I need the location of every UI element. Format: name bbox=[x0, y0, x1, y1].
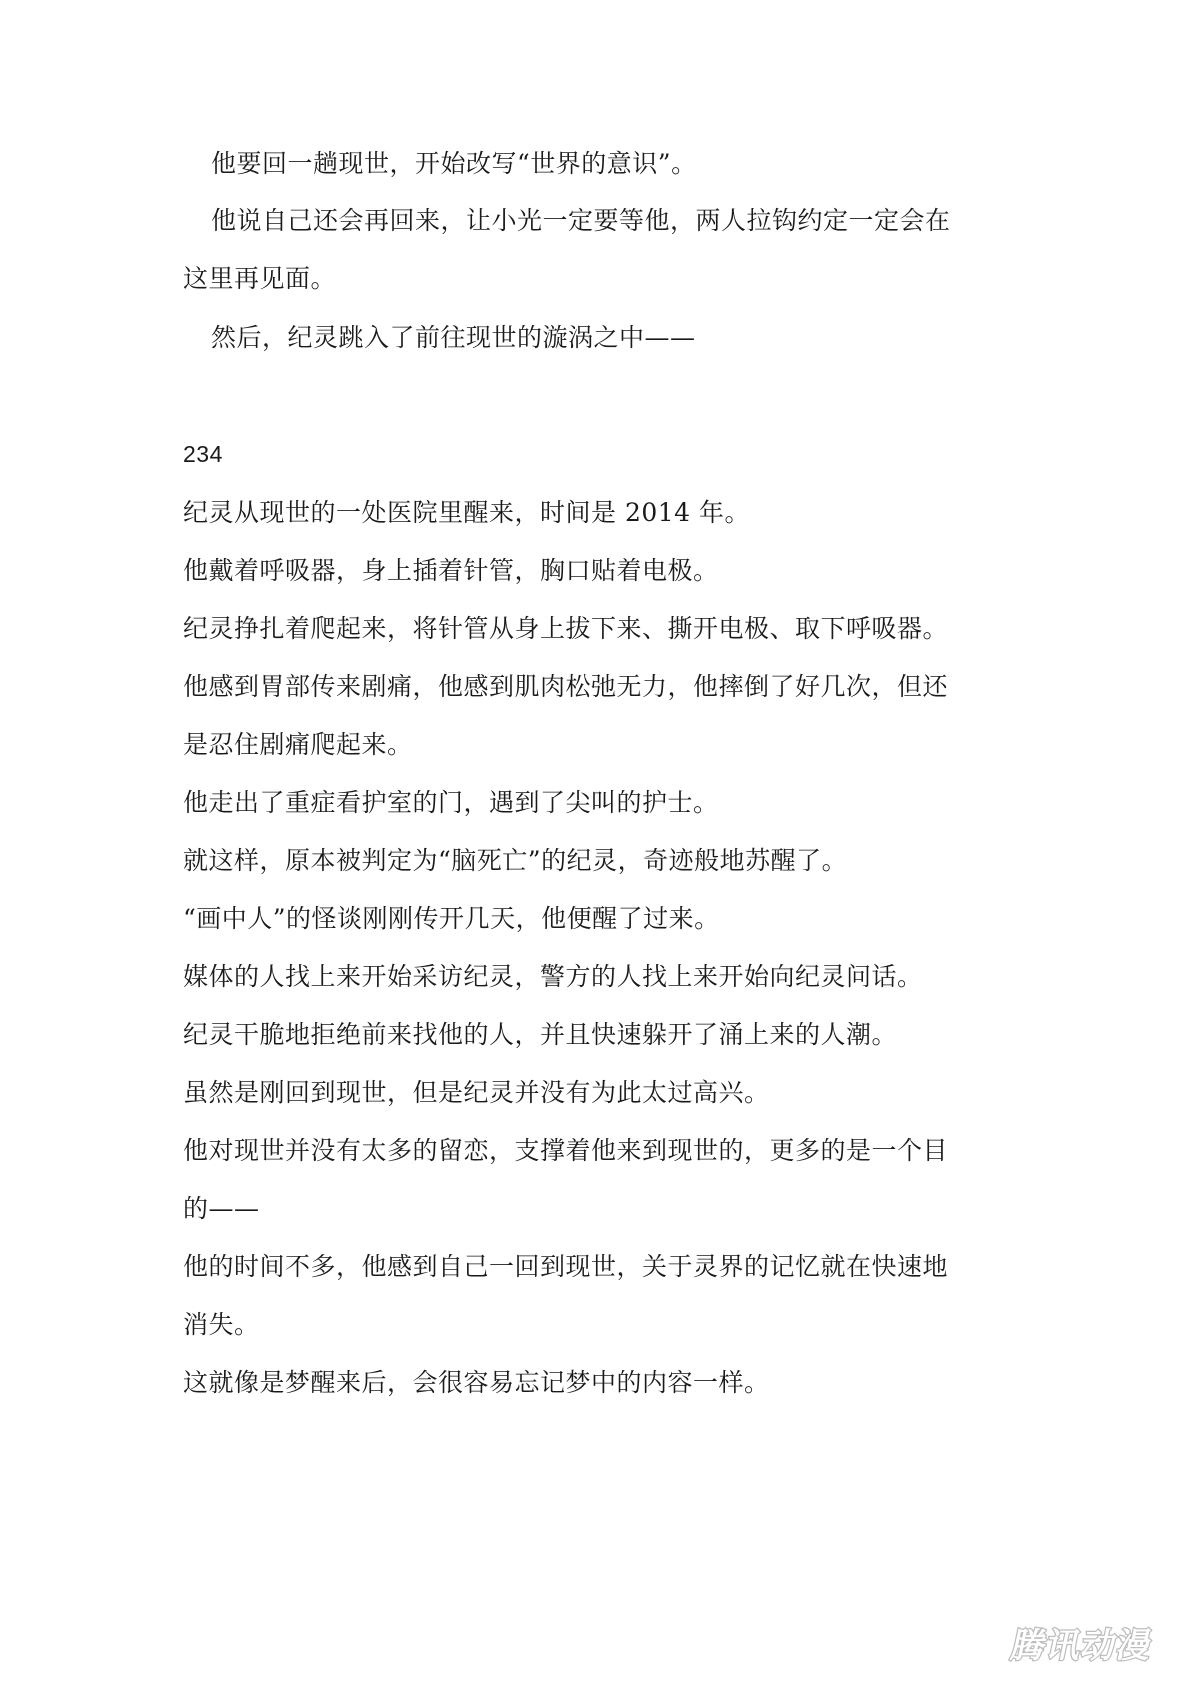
paragraph-line: 他的时间不多，他感到自己一回到现世，关于灵界的记忆就在快速地 bbox=[183, 1252, 949, 1281]
paragraph-line: 他走出了重症看护室的门，遇到了尖叫的护士。 bbox=[183, 788, 719, 817]
paragraph-line: 他感到胃部传来剧痛，他感到肌肉松弛无力，他摔倒了好几次，但还 bbox=[183, 672, 949, 701]
paragraph-line: 纪灵挣扎着爬起来，将针管从身上拔下来、撕开电极、取下呼吸器。 bbox=[183, 614, 949, 643]
paragraph-line: 他说自己还会再回来，让小光一定要等他，两人拉钩约定一定会在 bbox=[211, 206, 951, 235]
tencent-comic-logo-icon bbox=[996, 1617, 1176, 1671]
paragraph-line: 媒体的人找上来开始采访纪灵，警方的人找上来开始向纪灵问话。 bbox=[183, 962, 923, 991]
paragraph-line: 他戴着呼吸器，身上插着针管，胸口贴着电极。 bbox=[183, 556, 719, 585]
paragraph-line: 这里再见面。 bbox=[183, 264, 337, 293]
paragraph-line: 然后，纪灵跳入了前往现世的漩涡之中—— bbox=[211, 323, 696, 352]
watermark-logo bbox=[996, 1617, 1176, 1671]
paragraph-line: 消失。 bbox=[183, 1310, 260, 1339]
section-number: 234 bbox=[183, 441, 223, 467]
paragraph-line: 是忍住剧痛爬起来。 bbox=[183, 730, 413, 759]
paragraph-line: 他要回一趟现世，开始改写“世界的意识”。 bbox=[211, 149, 697, 178]
paragraph-line: 虽然是刚回到现世，但是纪灵并没有为此太过高兴。 bbox=[183, 1078, 770, 1107]
paragraph-line: 纪灵从现世的一处医院里醒来，时间是 2014 年。 bbox=[183, 498, 751, 527]
paragraph-line: 的—— bbox=[183, 1194, 260, 1223]
paragraph-line: 这就像是梦醒来后，会很容易忘记梦中的内容一样。 bbox=[183, 1368, 770, 1397]
watermark-text: 腾讯动漫 bbox=[1007, 1626, 1156, 1666]
paragraph-line: 就这样，原本被判定为“脑死亡”的纪灵，奇迹般地苏醒了。 bbox=[183, 846, 848, 875]
paragraph-line: 他对现世并没有太多的留恋，支撑着他来到现世的，更多的是一个目 bbox=[183, 1136, 949, 1165]
paragraph-line: “画中人”的怪谈刚刚传开几天，他便醒了过来。 bbox=[183, 904, 720, 933]
paragraph-line: 纪灵干脆地拒绝前来找他的人，并且快速躲开了涌上来的人潮。 bbox=[183, 1020, 898, 1049]
